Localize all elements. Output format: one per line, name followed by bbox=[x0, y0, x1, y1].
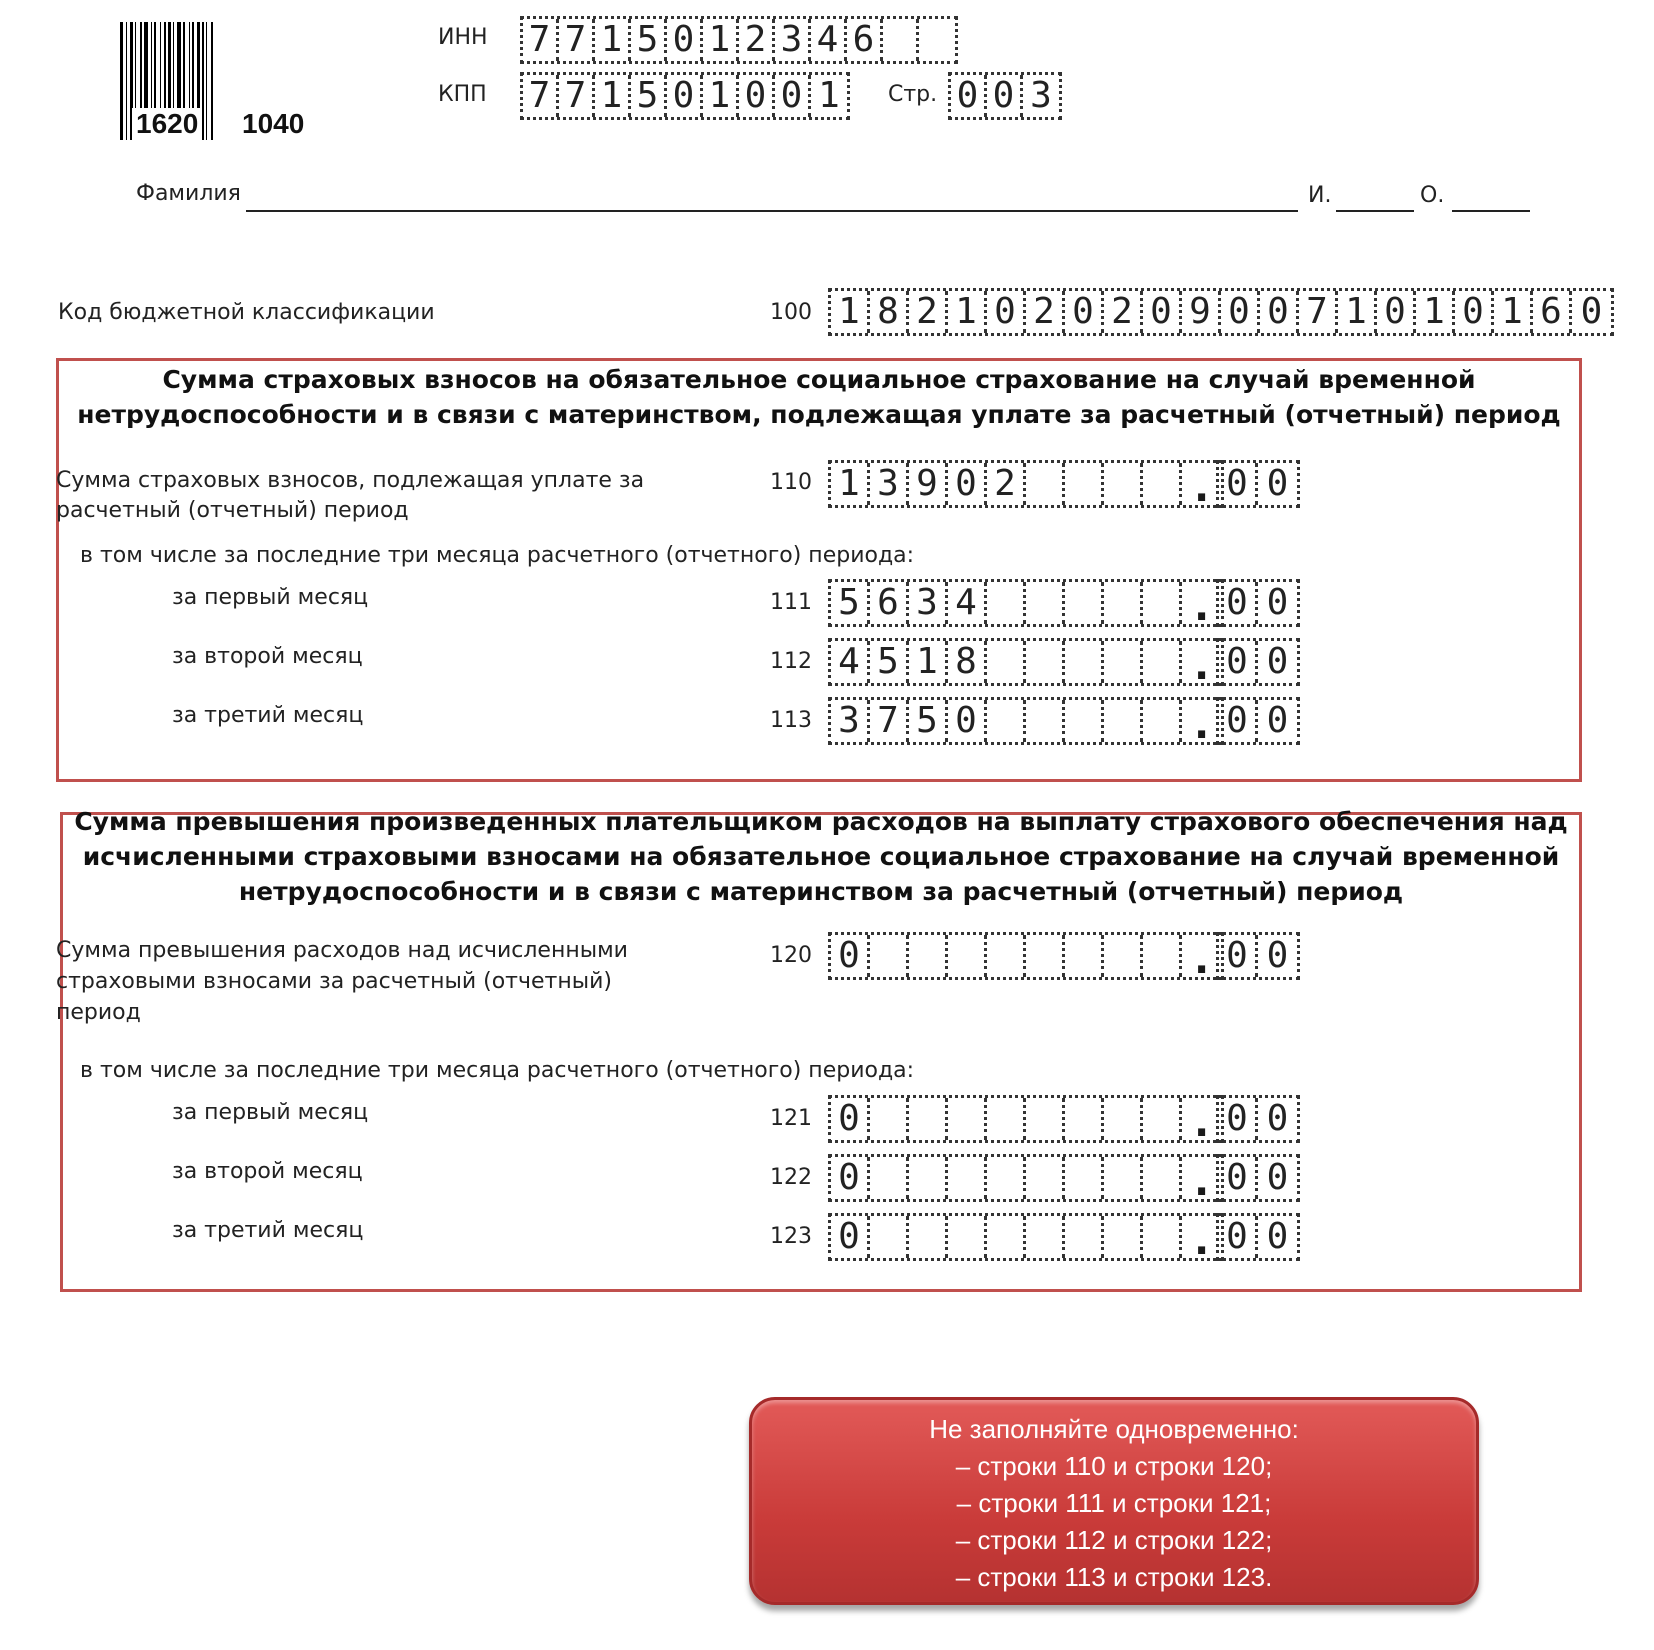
row111-code: 111 bbox=[770, 590, 812, 615]
digit-cell[interactable]: 0 bbox=[1266, 641, 1289, 682]
row120-dec-field[interactable] bbox=[1216, 932, 1300, 980]
barcode-bar bbox=[120, 22, 123, 140]
digit-cell[interactable]: 1 bbox=[595, 75, 631, 117]
digit-cell[interactable] bbox=[1104, 1157, 1143, 1199]
digit-cell[interactable]: 3 bbox=[870, 463, 909, 505]
digit-cell[interactable] bbox=[1143, 463, 1182, 505]
inn-label: ИНН bbox=[438, 25, 488, 50]
digit-cell[interactable] bbox=[948, 935, 987, 977]
digit-cell[interactable] bbox=[1065, 1098, 1104, 1140]
digit-cell[interactable]: 1 bbox=[1416, 291, 1455, 333]
digit-cell[interactable] bbox=[1143, 582, 1182, 624]
row120-decimal-point: . bbox=[1194, 937, 1210, 983]
row113-int-field[interactable] bbox=[828, 697, 1224, 748]
row110-label bbox=[56, 466, 644, 526]
section2-title bbox=[62, 804, 1580, 909]
digit-cell[interactable] bbox=[1026, 641, 1065, 683]
digit-cell[interactable] bbox=[1026, 463, 1065, 505]
digit-cell[interactable] bbox=[1104, 641, 1143, 683]
digit-cell[interactable]: 5 bbox=[631, 75, 667, 117]
row112-dec-field[interactable] bbox=[1216, 638, 1300, 686]
row122-int-field[interactable] bbox=[828, 1154, 1224, 1205]
row121-int-field[interactable] bbox=[828, 1095, 1224, 1146]
digit-cell[interactable]: 2 bbox=[1026, 291, 1065, 333]
digit-cell[interactable]: 1 bbox=[831, 463, 870, 505]
digit-cell[interactable]: 0 bbox=[987, 291, 1026, 333]
digit-cell[interactable]: 0 bbox=[1219, 700, 1258, 742]
digit-cell[interactable] bbox=[1026, 582, 1065, 624]
digit-cell[interactable]: 0 bbox=[1260, 291, 1299, 333]
digit-cell[interactable] bbox=[987, 582, 1026, 624]
digit-cell[interactable]: 5 bbox=[631, 19, 667, 61]
digit-cell[interactable]: 0 bbox=[1219, 1216, 1258, 1258]
row110-dec-field[interactable] bbox=[1216, 460, 1300, 508]
barcode-number-left: 1620 bbox=[136, 108, 199, 139]
row120-int-field[interactable] bbox=[828, 932, 1224, 983]
row121-dec-field[interactable] bbox=[1216, 1095, 1300, 1143]
digit-cell[interactable] bbox=[1104, 935, 1143, 977]
digit-cell[interactable] bbox=[987, 1157, 1026, 1199]
surname-label: Фамилия bbox=[136, 181, 241, 206]
digit-cell[interactable]: 7 bbox=[523, 75, 559, 117]
digit-cell[interactable]: 0 bbox=[1219, 582, 1258, 624]
digit-cell[interactable]: 0 bbox=[1266, 700, 1289, 741]
digit-cell[interactable] bbox=[870, 935, 909, 977]
digit-cell[interactable]: 9 bbox=[1182, 291, 1221, 333]
digit-cell[interactable] bbox=[1065, 463, 1104, 505]
digit-cell[interactable] bbox=[1026, 700, 1065, 742]
digit-cell[interactable]: 0 bbox=[1143, 291, 1182, 333]
section2-title-line1: Сумма превышения произведенных плательщиком расходов на выплату страхового обеспечения над bbox=[74, 807, 1568, 836]
section2-title-line2: исчисленными страховыми взносами на обязательное социальное страхование на случай временной bbox=[82, 842, 1560, 871]
barcode-bar bbox=[202, 22, 204, 140]
row112-decimal-point: . bbox=[1194, 643, 1210, 689]
digit-cell[interactable] bbox=[987, 1098, 1026, 1140]
digit-cell[interactable]: 0 bbox=[831, 935, 870, 977]
row123-label: за третий месяц bbox=[172, 1218, 364, 1243]
digit-cell[interactable]: 2 bbox=[909, 291, 948, 333]
digit-cell[interactable]: 0 bbox=[831, 1098, 870, 1140]
barcode-bar bbox=[126, 22, 127, 140]
digit-cell[interactable] bbox=[948, 1098, 987, 1140]
digit-cell[interactable]: 0 bbox=[1266, 935, 1289, 976]
digit-cell[interactable] bbox=[909, 1098, 948, 1140]
inn-field[interactable] bbox=[520, 16, 958, 64]
digit-cell[interactable] bbox=[1026, 1216, 1065, 1258]
digit-cell[interactable]: 2 bbox=[739, 19, 775, 61]
row110-code: 110 bbox=[770, 470, 812, 495]
digit-cell[interactable]: 0 bbox=[831, 1157, 870, 1199]
digit-cell[interactable] bbox=[1143, 935, 1182, 977]
digit-cell[interactable] bbox=[1143, 1216, 1182, 1258]
digit-cell[interactable]: 1 bbox=[1338, 291, 1377, 333]
digit-cell[interactable]: 0 bbox=[1219, 1157, 1258, 1199]
digit-cell[interactable] bbox=[987, 641, 1026, 683]
digit-cell[interactable] bbox=[909, 935, 948, 977]
digit-cell[interactable]: 3 bbox=[1030, 75, 1052, 116]
section2-title-line3: нетрудоспособности и в связи с материнством за расчетный (отчетный) период bbox=[238, 877, 1404, 906]
row110-decimal-point: . bbox=[1194, 465, 1210, 511]
digit-cell[interactable] bbox=[1065, 700, 1104, 742]
digit-cell[interactable] bbox=[948, 1216, 987, 1258]
digit-cell[interactable]: 0 bbox=[1266, 1098, 1289, 1139]
row123-code: 123 bbox=[770, 1224, 812, 1249]
digit-cell[interactable]: 0 bbox=[1580, 291, 1603, 332]
digit-cell[interactable]: 4 bbox=[831, 641, 870, 683]
digit-cell[interactable]: 6 bbox=[847, 19, 883, 61]
warning-callout bbox=[749, 1397, 1479, 1605]
row122-decimal-point: . bbox=[1194, 1159, 1210, 1205]
row110-label-line2: расчетный (отчетный) период bbox=[56, 498, 409, 523]
digit-cell[interactable] bbox=[1104, 700, 1143, 742]
digit-cell[interactable] bbox=[1143, 1098, 1182, 1140]
row122-dec-field[interactable] bbox=[1216, 1154, 1300, 1202]
digit-cell[interactable]: 1 bbox=[703, 19, 739, 61]
kpp-field[interactable] bbox=[520, 72, 850, 120]
initial-o-input-line[interactable] bbox=[1452, 198, 1530, 212]
digit-cell[interactable]: 8 bbox=[948, 641, 987, 683]
digit-cell[interactable] bbox=[1104, 1098, 1143, 1140]
digit-cell[interactable]: 0 bbox=[1221, 291, 1260, 333]
row123-int-field[interactable] bbox=[828, 1213, 1224, 1264]
digit-cell[interactable]: 2 bbox=[1104, 291, 1143, 333]
digit-cell[interactable]: 0 bbox=[775, 75, 811, 117]
digit-cell[interactable]: 9 bbox=[909, 463, 948, 505]
digit-cell[interactable] bbox=[1143, 641, 1182, 683]
section1-title-line1: Сумма страховых взносов на обязательное социальное страхование на случай временной bbox=[162, 365, 1476, 394]
barcode-bar bbox=[206, 22, 207, 140]
row113-dec-field[interactable] bbox=[1216, 697, 1300, 745]
row113-label: за третий месяц bbox=[172, 703, 364, 728]
barcode-number-right-box bbox=[238, 108, 308, 140]
digit-cell[interactable]: 0 bbox=[1219, 1098, 1258, 1140]
digit-cell[interactable] bbox=[883, 19, 919, 61]
digit-cell[interactable] bbox=[987, 700, 1026, 742]
digit-cell[interactable]: 1 bbox=[1494, 291, 1533, 333]
callout-line4: – строки 112 и строки 122; bbox=[955, 1525, 1273, 1555]
row112-int-field[interactable] bbox=[828, 638, 1224, 689]
digit-cell[interactable] bbox=[909, 1216, 948, 1258]
initial-i-input-line[interactable] bbox=[1336, 198, 1414, 212]
digit-cell[interactable]: 0 bbox=[831, 1216, 870, 1258]
section1-subheader: в том числе за последние три месяца расчетного (отчетного) периода: bbox=[80, 543, 915, 568]
digit-cell[interactable]: 3 bbox=[909, 582, 948, 624]
row112-code: 112 bbox=[770, 649, 812, 674]
row111-decimal-point: . bbox=[1194, 584, 1210, 630]
digit-cell[interactable]: 1 bbox=[595, 19, 631, 61]
row122-label: за второй месяц bbox=[172, 1159, 363, 1184]
kbk-label: Код бюджетной классификации bbox=[58, 300, 435, 325]
digit-cell[interactable]: 5 bbox=[909, 700, 948, 742]
digit-cell[interactable]: 1 bbox=[831, 291, 870, 333]
digit-cell[interactable]: 3 bbox=[831, 700, 870, 742]
digit-cell[interactable]: 0 bbox=[1266, 1216, 1289, 1257]
barcode bbox=[120, 22, 335, 142]
row120-label-line2: страховыми взносами за расчетный (отчетный) bbox=[56, 969, 612, 994]
row120-label-line3: период bbox=[56, 1000, 141, 1025]
digit-cell[interactable]: 6 bbox=[1533, 291, 1572, 333]
digit-cell[interactable]: 1 bbox=[948, 291, 987, 333]
digit-cell[interactable]: 0 bbox=[1219, 641, 1258, 683]
initial-i-label: И. bbox=[1308, 183, 1332, 208]
digit-cell[interactable]: 0 bbox=[1266, 463, 1289, 504]
digit-cell[interactable]: 1 bbox=[703, 75, 739, 117]
digit-cell[interactable]: 7 bbox=[870, 700, 909, 742]
digit-cell[interactable] bbox=[1065, 582, 1104, 624]
digit-cell[interactable] bbox=[870, 1098, 909, 1140]
callout-line3: – строки 111 и строки 121; bbox=[956, 1488, 1272, 1518]
digit-cell[interactable] bbox=[987, 935, 1026, 977]
kbk-field[interactable] bbox=[828, 288, 1614, 336]
initial-o-label: О. bbox=[1420, 183, 1445, 208]
digit-cell[interactable]: 3 bbox=[775, 19, 811, 61]
digit-cell[interactable]: 0 bbox=[948, 700, 987, 742]
digit-cell[interactable]: 0 bbox=[987, 75, 1023, 117]
digit-cell[interactable]: 0 bbox=[1266, 582, 1289, 623]
digit-cell[interactable]: 4 bbox=[948, 582, 987, 624]
digit-cell[interactable]: 0 bbox=[948, 463, 987, 505]
row113-decimal-point: . bbox=[1194, 702, 1210, 748]
row111-int-field[interactable] bbox=[828, 579, 1224, 630]
digit-cell[interactable] bbox=[1065, 1157, 1104, 1199]
digit-cell[interactable]: 2 bbox=[987, 463, 1026, 505]
digit-cell[interactable] bbox=[1065, 1216, 1104, 1258]
digit-cell[interactable] bbox=[1104, 463, 1143, 505]
surname-input-line[interactable] bbox=[246, 198, 1298, 212]
digit-cell[interactable] bbox=[870, 1216, 909, 1258]
digit-cell[interactable]: 7 bbox=[559, 19, 595, 61]
digit-cell[interactable]: 0 bbox=[1377, 291, 1416, 333]
callout-line5: – строки 113 и строки 123. bbox=[955, 1562, 1273, 1592]
kbk-code: 100 bbox=[770, 300, 812, 325]
digit-cell[interactable]: 0 bbox=[1219, 463, 1258, 505]
row123-dec-field[interactable] bbox=[1216, 1213, 1300, 1261]
digit-cell[interactable]: 1 bbox=[909, 641, 948, 683]
digit-cell[interactable]: 8 bbox=[870, 291, 909, 333]
digit-cell[interactable]: 0 bbox=[1455, 291, 1494, 333]
digit-cell[interactable]: 7 bbox=[523, 19, 559, 61]
row121-label: за первый месяц bbox=[172, 1100, 369, 1125]
row112-label: за второй месяц bbox=[172, 644, 363, 669]
row111-dec-field[interactable] bbox=[1216, 579, 1300, 627]
barcode-number-left-box bbox=[132, 108, 202, 140]
digit-cell[interactable]: 5 bbox=[831, 582, 870, 624]
digit-cell[interactable]: 0 bbox=[739, 75, 775, 117]
row110-label-line1: Сумма страховых взносов, подлежащая уплате за bbox=[56, 468, 645, 493]
row123-decimal-point: . bbox=[1194, 1218, 1210, 1264]
digit-cell[interactable] bbox=[1065, 935, 1104, 977]
digit-cell[interactable] bbox=[1065, 641, 1104, 683]
barcode-bar bbox=[211, 22, 213, 140]
digit-cell[interactable] bbox=[919, 19, 955, 61]
digit-cell[interactable] bbox=[987, 1216, 1026, 1258]
digit-cell[interactable] bbox=[909, 1157, 948, 1199]
digit-cell[interactable]: 0 bbox=[667, 75, 703, 117]
digit-cell[interactable]: 0 bbox=[951, 75, 987, 117]
digit-cell[interactable]: 7 bbox=[1299, 291, 1338, 333]
digit-cell[interactable]: 0 bbox=[1065, 291, 1104, 333]
digit-cell[interactable]: 0 bbox=[667, 19, 703, 61]
digit-cell[interactable]: 4 bbox=[811, 19, 847, 61]
digit-cell[interactable] bbox=[948, 1157, 987, 1199]
digit-cell[interactable]: 0 bbox=[1219, 935, 1258, 977]
digit-cell[interactable] bbox=[1143, 700, 1182, 742]
row121-code: 121 bbox=[770, 1106, 812, 1131]
page-label: Стр. bbox=[888, 82, 938, 107]
row120-label-line1: Сумма превышения расходов над исчисленными bbox=[56, 938, 628, 963]
digit-cell[interactable]: 7 bbox=[559, 75, 595, 117]
section1-title bbox=[60, 362, 1578, 432]
digit-cell[interactable] bbox=[870, 1157, 909, 1199]
row111-label: за первый месяц bbox=[172, 585, 369, 610]
digit-cell[interactable]: 1 bbox=[818, 75, 840, 116]
digit-cell[interactable]: 5 bbox=[870, 641, 909, 683]
digit-cell[interactable]: 0 bbox=[1266, 1157, 1289, 1198]
row121-decimal-point: . bbox=[1194, 1100, 1210, 1146]
digit-cell[interactable] bbox=[1104, 1216, 1143, 1258]
digit-cell[interactable] bbox=[1104, 582, 1143, 624]
callout-line2: – строки 110 и строки 120; bbox=[955, 1451, 1273, 1481]
barcode-number-right: 1040 bbox=[242, 108, 305, 139]
digit-cell[interactable] bbox=[1143, 1157, 1182, 1199]
row120-label bbox=[56, 935, 628, 1028]
digit-cell[interactable] bbox=[1026, 1098, 1065, 1140]
section1-title-line2: нетрудоспособности и в связи с материнством, подлежащая уплате за расчетный (отчетный) период bbox=[77, 400, 1561, 429]
digit-cell[interactable] bbox=[1026, 1157, 1065, 1199]
page-field[interactable] bbox=[948, 72, 1062, 120]
row122-code: 122 bbox=[770, 1165, 812, 1190]
digit-cell[interactable]: 6 bbox=[870, 582, 909, 624]
row110-int-field[interactable] bbox=[828, 460, 1224, 511]
callout-line1: Не заполняйте одновременно: bbox=[929, 1414, 1299, 1444]
row113-code: 113 bbox=[770, 708, 812, 733]
digit-cell[interactable] bbox=[1026, 935, 1065, 977]
section2-subheader: в том числе за последние три месяца расчетного (отчетного) периода: bbox=[80, 1058, 915, 1083]
row120-code: 120 bbox=[770, 943, 812, 968]
kpp-label: КПП bbox=[438, 82, 487, 107]
